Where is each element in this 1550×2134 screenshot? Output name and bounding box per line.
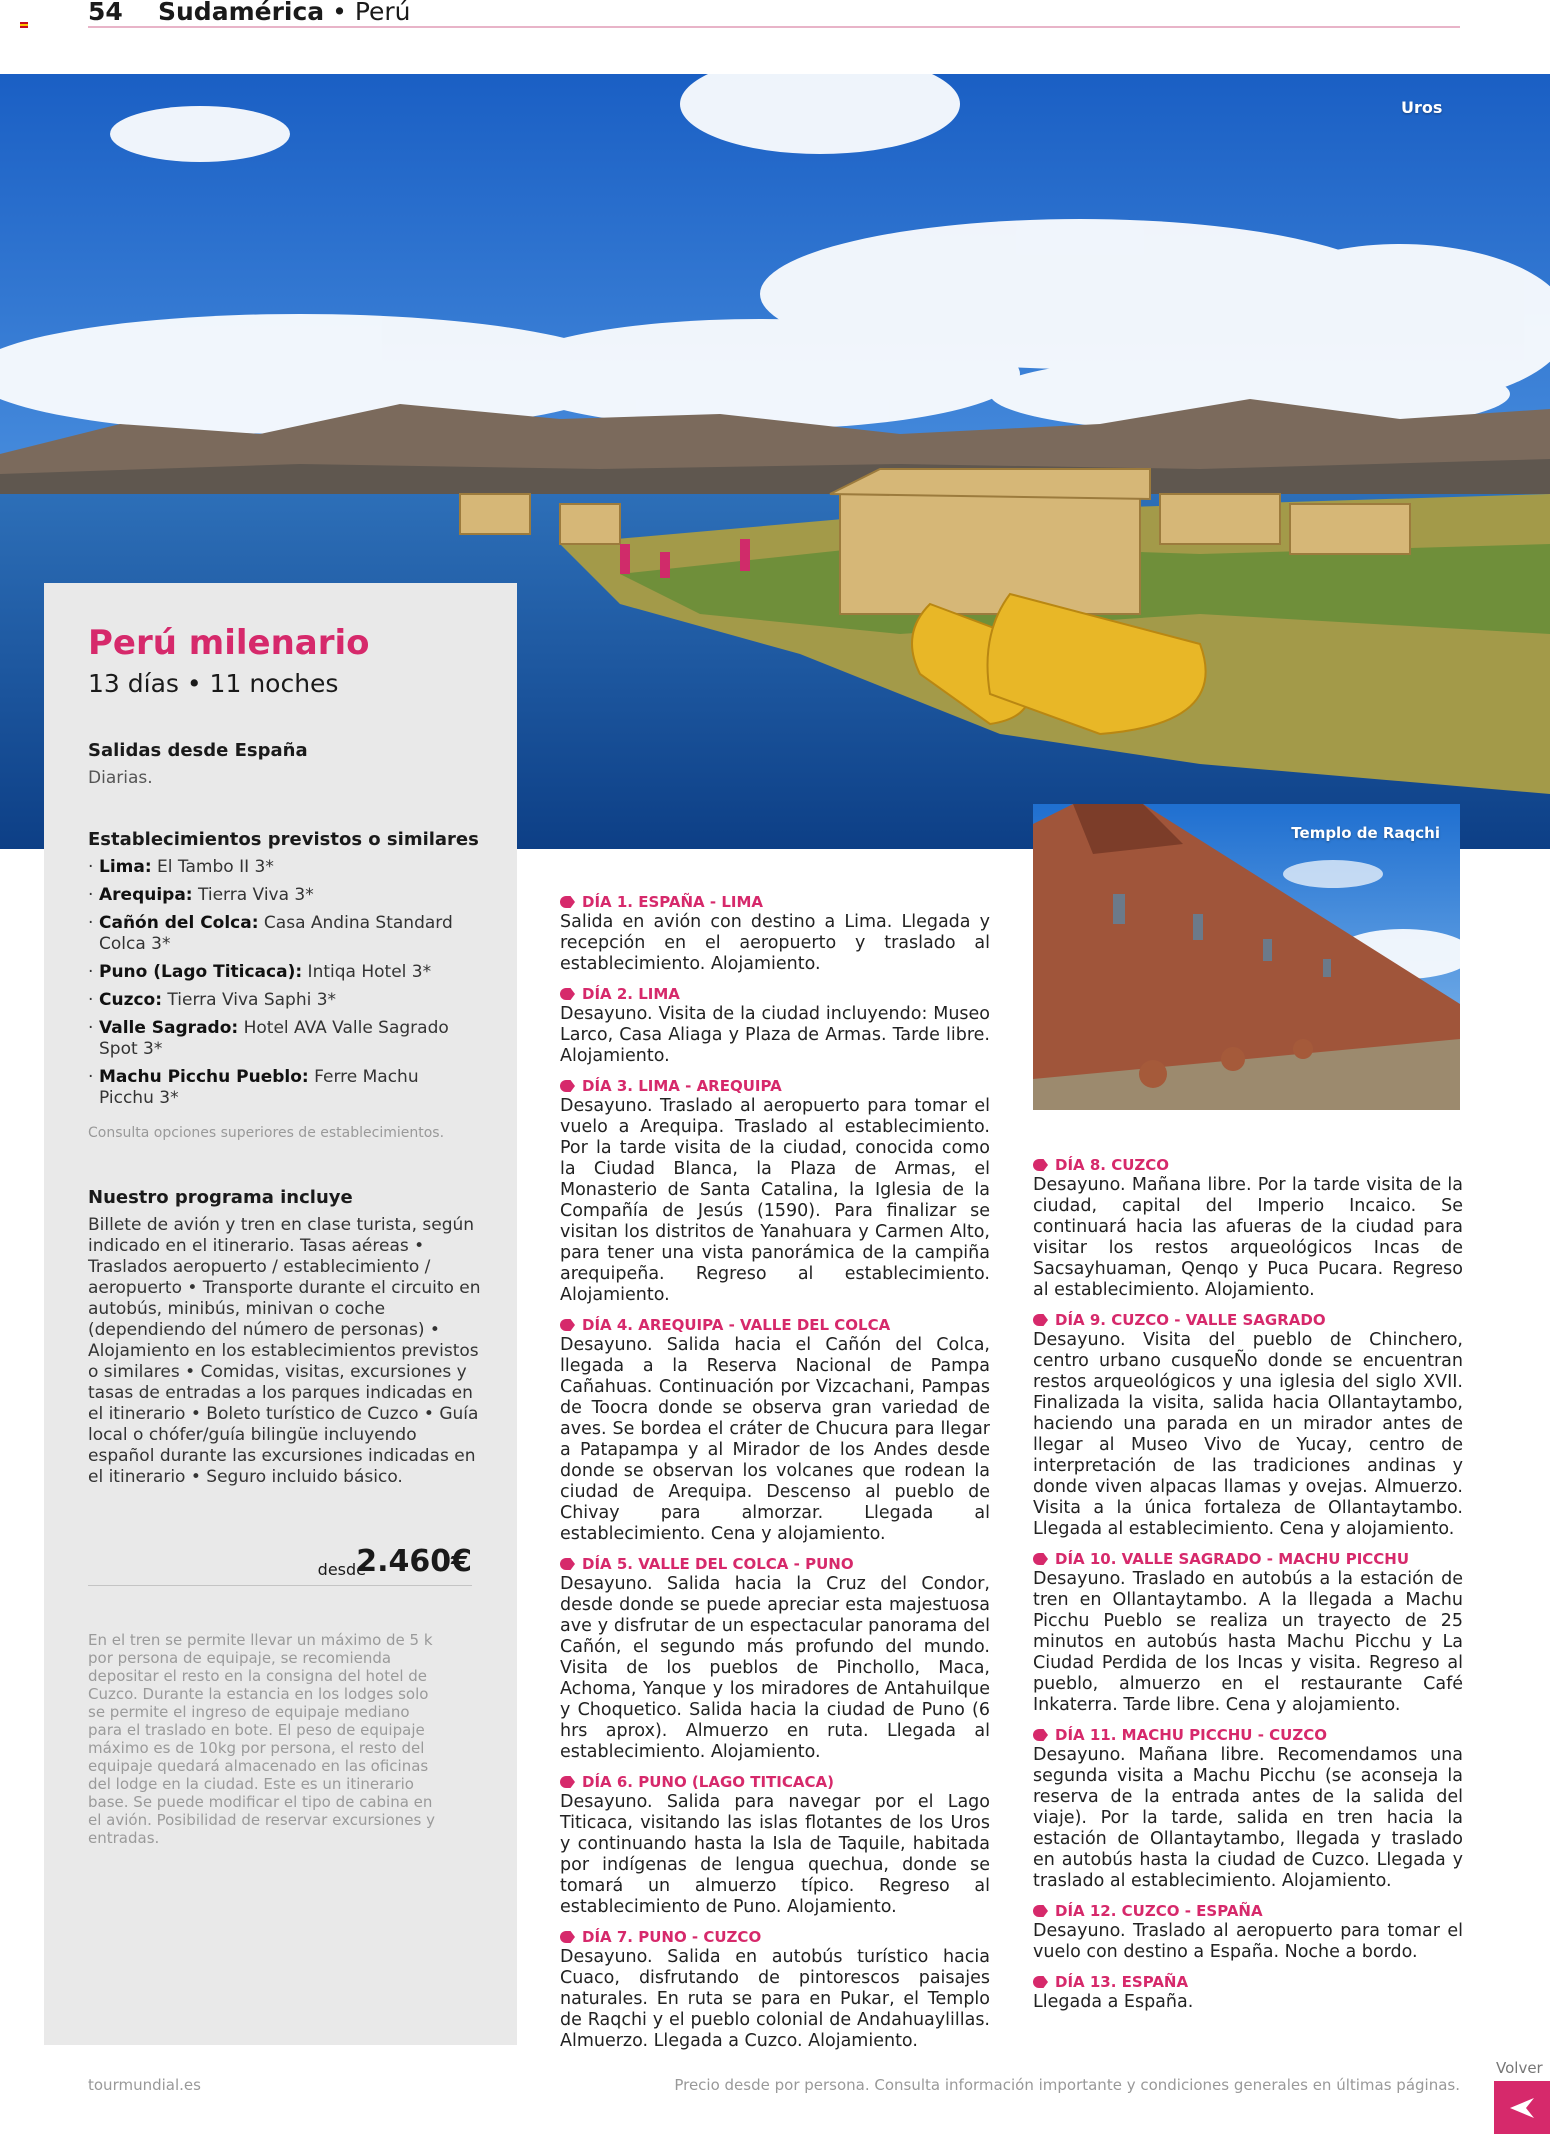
itinerary-day bbox=[560, 1773, 990, 1918]
hotel-place: Arequipa: bbox=[99, 885, 193, 905]
bullet-icon bbox=[560, 1931, 575, 1943]
day-title-text: DÍA 1. ESPAÑA - LIMA bbox=[582, 893, 764, 911]
bullet-icon bbox=[560, 988, 575, 1000]
price-box bbox=[88, 1538, 472, 1586]
back-arrow-icon bbox=[1508, 2096, 1536, 2120]
back-label[interactable]: Volver bbox=[1496, 2059, 1543, 2077]
hotels-list bbox=[88, 857, 478, 1116]
itinerary-day bbox=[560, 893, 990, 975]
bullet-icon bbox=[560, 1319, 575, 1331]
price-value: 2.460€ bbox=[356, 1544, 472, 1579]
itinerary-day bbox=[560, 1077, 990, 1306]
hotel-item bbox=[88, 1018, 478, 1060]
bullet-icon bbox=[1033, 1976, 1048, 1988]
day-title-text: DÍA 8. CUZCO bbox=[1055, 1156, 1170, 1174]
day-title bbox=[560, 985, 990, 1003]
day-text: Desayuno. Salida hacia la Cruz del Condor, desde donde se puede apreciar esta majestuosa ave y disfrutar de un espectacular panorama del Cañón, el segundo más profundo del mundo. Visita de los pueblos de Pinchollo, Maca, Achoma, Yanque y los miradores de Antahuilque y Choquetico. Salida hacia la ciudad de Puno (6 hrs aprox). Almuerzo en ruta. Llegada al establecimiento. Alojamiento. bbox=[560, 1574, 990, 1762]
itinerary-day bbox=[1033, 1156, 1463, 1301]
hotel-name: Ferre Machu Picchu 3* bbox=[99, 1067, 419, 1108]
day-title-text: DÍA 12. CUZCO - ESPAÑA bbox=[1055, 1902, 1263, 1920]
hotel-place: Puno (Lago Titicaca): bbox=[99, 962, 303, 982]
day-title-text: DÍA 10. VALLE SAGRADO - MACHU PICCHU bbox=[1055, 1550, 1410, 1568]
day-title-text: DÍA 5. VALLE DEL COLCA - PUNO bbox=[582, 1555, 854, 1573]
hotel-item bbox=[88, 857, 478, 878]
hotel-place: Cuzco: bbox=[99, 990, 163, 1010]
day-text: Desayuno. Traslado en autobús a la estación de tren en Ollantaytambo. A la llegada a Machu Picchu Pueblo se realiza un trayecto de 25 minutos en autobús hasta Machu Picchu y La Ciudad Perdida de los Incas y visita. Regreso al pueblo, almuerzo en el restaurante Café Inkaterra. Tarde libre. Cena y alojamiento. bbox=[1033, 1569, 1463, 1715]
bullet-icon bbox=[560, 1558, 575, 1570]
day-title bbox=[560, 1077, 990, 1095]
page-section-title bbox=[158, 0, 411, 26]
day-text: Desayuno. Visita de la ciudad incluyendo: Museo Larco, Casa Aliaga y Plaza de Armas. Tarde libre. Alojamiento. bbox=[560, 1004, 990, 1066]
itinerary-day bbox=[1033, 1973, 1463, 2013]
bullet-icon bbox=[1033, 1553, 1048, 1565]
day-title bbox=[560, 1555, 990, 1573]
day-text: Desayuno. Traslado al aeropuerto para tomar el vuelo con destino a España. Noche a bordo. bbox=[1033, 1921, 1463, 1962]
itinerary-day bbox=[560, 985, 990, 1067]
day-text: Desayuno. Salida hacia el Cañón del Colca, llegada a la Reserva Nacional de Pampa Cañahuas. Continuación por Vizcachani, Pampas de Toocra donde se observa gran variedad de aves. Se bordea el cráter de Chucura para llegar a Patapampa y al Mirador de los Andes desde donde se observan los volcanes que rodean la ciudad de Arequipa. Descenso al pueblo de Chivay para almorzar. Llegada al establecimiento. Cena y alojamiento. bbox=[560, 1335, 990, 1544]
day-title bbox=[560, 893, 990, 911]
hero-caption: Uros bbox=[1401, 98, 1443, 117]
hotel-place: Lima: bbox=[99, 857, 152, 877]
day-title bbox=[560, 1773, 990, 1791]
day-title bbox=[1033, 1902, 1463, 1920]
day-title-text: DÍA 6. PUNO (LAGO TITICACA) bbox=[582, 1773, 834, 1791]
hotels-heading: Establecimientos previstos o similares bbox=[88, 829, 479, 850]
footer-disclaimer: Precio desde por persona. Consulta información importante y condiciones generales en últimas páginas. bbox=[674, 2076, 1460, 2094]
bullet-icon bbox=[1033, 1159, 1048, 1171]
itinerary-day bbox=[560, 1316, 990, 1545]
itinerary-day bbox=[560, 1928, 990, 2052]
includes-heading: Nuestro programa incluye bbox=[88, 1187, 353, 1208]
day-title-text: DÍA 4. AREQUIPA - VALLE DEL COLCA bbox=[582, 1316, 891, 1334]
itinerary-day bbox=[1033, 1550, 1463, 1716]
day-text: Desayuno. Traslado al aeropuerto para tomar el vuelo a Arequipa. Traslado al establecimiento. Por la tarde visita de la ciudad, conocida como la Ciudad Blanca, la Plaza de Armas, el Monasterio de Santa Catalina, la Iglesia de la Compañía de Jesús (1590). Para finalizar se visitan los distritos de Yanahuara y Carmen Alto, para tener una vista panorámica de la campiña arequipeña. Regreso al establecimiento. Alojamiento. bbox=[560, 1096, 990, 1305]
language-flag-icon[interactable] bbox=[20, 22, 28, 28]
day-title-text: DÍA 7. PUNO - CUZCO bbox=[582, 1928, 762, 1946]
itinerary-day bbox=[1033, 1902, 1463, 1963]
hotels-note: Consulta opciones superiores de establecimientos. bbox=[88, 1125, 445, 1141]
hotel-item bbox=[88, 913, 478, 955]
bullet-icon bbox=[1033, 1314, 1048, 1326]
footer-site[interactable]: tourmundial.es bbox=[88, 2076, 201, 2094]
hotel-place: Cañón del Colca: bbox=[99, 913, 259, 933]
day-title-text: DÍA 9. CUZCO - VALLE SAGRADO bbox=[1055, 1311, 1326, 1329]
hotel-name: Tierra Viva Saphi 3* bbox=[162, 990, 337, 1010]
day-text: Desayuno. Mañana libre. Por la tarde visita de la ciudad, capital del Imperio Incaico. Se continuará hacia las afueras de la ciudad para visitar los restos arqueológicos Incas de Sacsayhuaman, Qenqo y Puca Pucara. Regreso al establecimiento. Alojamiento. bbox=[1033, 1175, 1463, 1300]
page-number: 54 bbox=[88, 0, 123, 26]
departures-text: Diarias. bbox=[88, 768, 153, 788]
hotel-item bbox=[88, 962, 478, 983]
day-title bbox=[560, 1316, 990, 1334]
country-name: Perú bbox=[354, 0, 411, 26]
bullet-icon bbox=[1033, 1905, 1048, 1917]
itinerary-day bbox=[1033, 1311, 1463, 1540]
itinerary-day bbox=[1033, 1726, 1463, 1892]
day-text: Salida en avión con destino a Lima. Llegada y recepción en el aeropuerto y traslado al establecimiento. Alojamiento. bbox=[560, 912, 990, 974]
title-separator: • bbox=[324, 0, 355, 26]
price-label: desde bbox=[317, 1560, 366, 1579]
day-text: Llegada a España. bbox=[1033, 1992, 1194, 2012]
trip-title: Perú milenario bbox=[88, 623, 370, 663]
itinerary-day bbox=[560, 1555, 990, 1763]
bullet-icon bbox=[1033, 1729, 1048, 1741]
hotel-place: Valle Sagrado: bbox=[99, 1018, 239, 1038]
includes-text: Billete de avión y tren en clase turista, según indicado en el itinerario. Tasas aéreas • Traslados aeropuerto / establecimiento / aeropuerto • Transporte durante el circuito en autobús, minibús, minivan o coche (dependiendo del número de personas) • Alojamiento en los establecimientos previstos o similares • Comidas, visitas, excursiones y tasas de entradas a los parques indicadas en el itinerario • Boleto turístico de Cuzco • Guía local o chófer/guía bilingüe incluyendo español durante las excursiones indicadas en el itinerario • Seguro incluido básico. bbox=[88, 1215, 481, 1487]
day-title bbox=[1033, 1550, 1463, 1568]
luggage-note: En el tren se permite llevar un máximo de 5 k por persona de equipaje, se recomienda depositar el resto en la consigna del hotel de Cuzco. Durante la estancia en los lodges solo se permite el ingreso de equipaje mediano para el traslado en bote. El peso de equipaje máximo es de 10kg por persona, el resto del equipaje quedará almacenado en las oficinas del lodge en la ciudad. Este es un itinerario base. Se puede modificar el tipo de cabina en el avión. Posibilidad de reservar excursiones y entradas. bbox=[88, 1631, 435, 1847]
hotel-name: Casa Andina Standard Colca 3* bbox=[99, 913, 453, 954]
hotel-item bbox=[88, 1067, 478, 1109]
back-button[interactable] bbox=[1494, 2081, 1550, 2134]
bullet-icon bbox=[560, 1080, 575, 1092]
day-title bbox=[1033, 1311, 1463, 1329]
hotel-item bbox=[88, 990, 478, 1011]
hotel-item bbox=[88, 885, 478, 906]
day-title-text: DÍA 2. LIMA bbox=[582, 985, 680, 1003]
hotel-name: Hotel AVA Valle Sagrado Spot 3* bbox=[99, 1018, 449, 1059]
hotel-name: El Tambo II 3* bbox=[151, 857, 274, 877]
day-title bbox=[1033, 1726, 1463, 1744]
trip-duration: 13 días • 11 noches bbox=[88, 669, 339, 698]
bullet-icon bbox=[560, 896, 575, 908]
inset-photo-raqchi bbox=[1033, 804, 1460, 1110]
bullet-icon bbox=[560, 1776, 575, 1788]
day-text: Desayuno. Visita del pueblo de Chinchero, centro urbano cusqueÑo donde se encuentran restos arqueológicos y una iglesia del siglo XVII. Finalizada la visita, salida hacia Ollantaytambo, haciendo una parada en un mirador antes de llegar al Museo Vivo de Yucay, centro de interpretación de las tradiciones andinas y donde viven alpacas llamas y ovejas. Almuerzo. Visita a la única fortaleza de Ollantaytambo. Llegada al establecimiento. Cena y alojamiento. bbox=[1033, 1330, 1463, 1539]
page-header bbox=[88, 0, 1460, 28]
day-text: Desayuno. Salida para navegar por el Lago Titicaca, visitando las islas flotantes de los Uros y continuando hasta la Isla de Taquile, habitada por indígenas de lengua quechua, donde se tomará un almuerzo típico. Regreso al establecimiento de Puno. Alojamiento. bbox=[560, 1792, 990, 1917]
itinerary-column-right bbox=[1033, 1156, 1463, 2023]
itinerary-column-left bbox=[560, 893, 990, 2062]
hotel-name: Tierra Viva 3* bbox=[192, 885, 314, 905]
day-title bbox=[560, 1928, 990, 1946]
day-title bbox=[1033, 1973, 1463, 1991]
departures-heading: Salidas desde España bbox=[88, 740, 308, 761]
day-title-text: DÍA 3. LIMA - AREQUIPA bbox=[582, 1077, 782, 1095]
day-title bbox=[1033, 1156, 1463, 1174]
trip-summary-panel bbox=[44, 583, 517, 2045]
day-text: Desayuno. Mañana libre. Recomendamos una segunda visita a Machu Picchu (se aconseja la reserva de la entrada antes de la salida del viaje). Por la tarde, salida en tren hacia la estación de Ollantaytambo, llegada y traslado en autobús hasta la ciudad de Cuzco. Llegada y traslado al establecimiento. Alojamiento. bbox=[1033, 1745, 1463, 1891]
hotel-name: Intiqa Hotel 3* bbox=[302, 962, 432, 982]
day-title-text: DÍA 11. MACHU PICCHU - CUZCO bbox=[1055, 1726, 1327, 1744]
inset-caption: Templo de Raqchi bbox=[1291, 824, 1440, 842]
day-title-text: DÍA 13. ESPAÑA bbox=[1055, 1973, 1189, 1991]
region-name: Sudamérica bbox=[158, 0, 325, 26]
day-text: Desayuno. Salida en autobús turístico hacia Cuaco, disfrutando de pintorescos paisajes naturales. En ruta se para en Pukar, el Templo de Raqchi y el pueblo colonial de Andahuaylillas. Almuerzo. Llegada a Cuzco. Alojamiento. bbox=[560, 1947, 990, 2051]
hotel-place: Machu Picchu Pueblo: bbox=[99, 1067, 309, 1087]
